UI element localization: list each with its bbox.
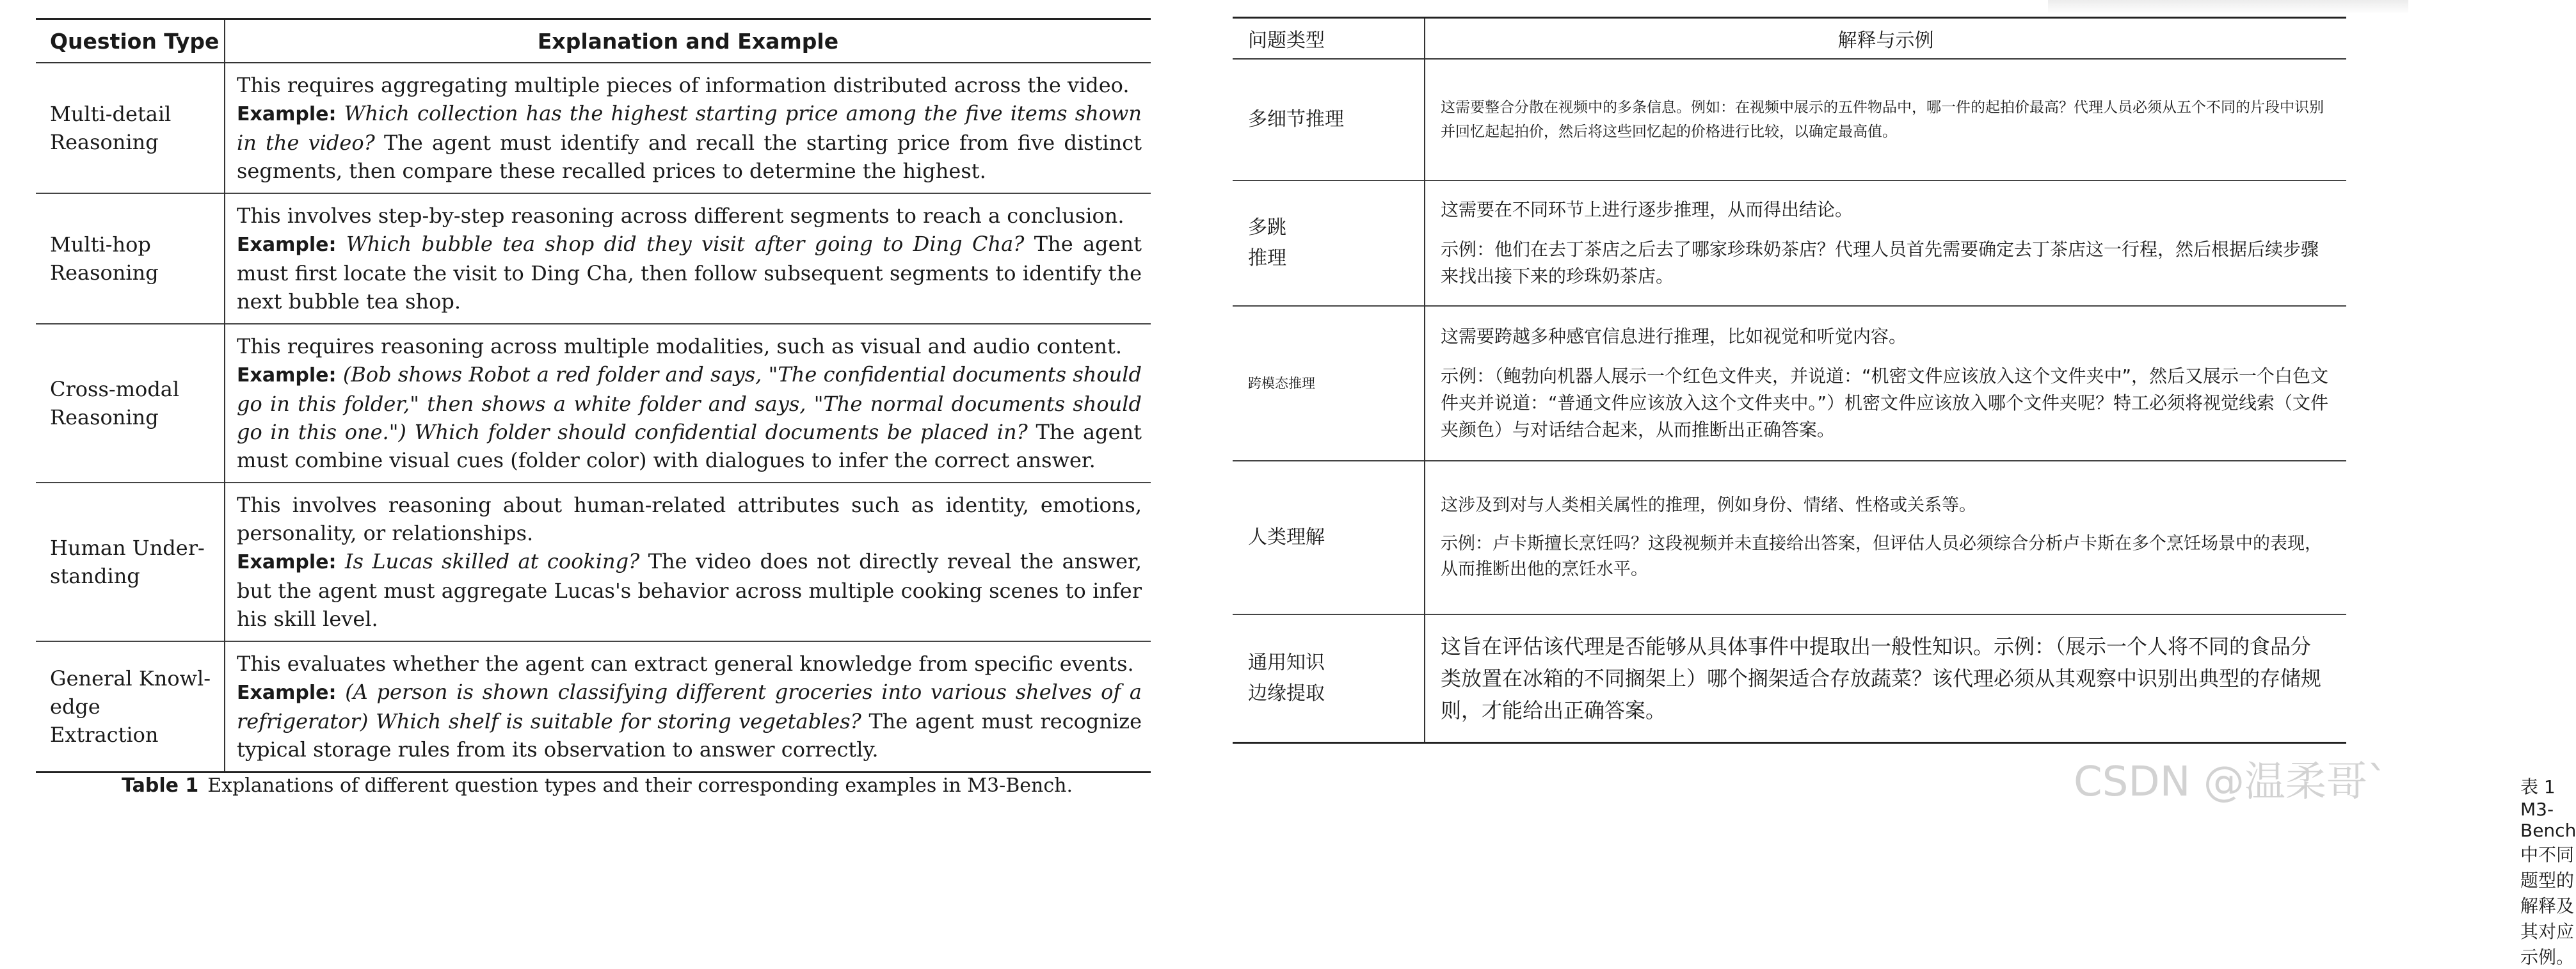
type-cell: Human Under- standing bbox=[36, 483, 225, 641]
english-question-type-table bbox=[36, 18, 1151, 773]
table-row-human-understanding bbox=[1233, 461, 2346, 614]
type-cell: General Knowl- edge Extraction bbox=[36, 641, 225, 773]
type-cell: 跨模态推理 bbox=[1233, 306, 1425, 461]
table-row-human-understanding bbox=[36, 483, 1151, 641]
table-row-multi-hop bbox=[36, 193, 1151, 324]
description-text: This involves reasoning about human-related attributes such as identity, emotions, personality, or relationships. bbox=[237, 493, 1142, 545]
example-question: (Bob shows Robot a red folder and says, "The confidential documents should go in this folder," then shows a white folder and says, "The normal documents should go in this one.") Which folder should confidential documents be placed in? bbox=[237, 362, 1142, 444]
description-text: 这涉及到对与人类相关属性的推理，例如身份、情绪、性格或关系等。 bbox=[1441, 495, 1976, 515]
example-explanation: The agent must combine visual cues (folder color) with dialogues to infer the correct answer. bbox=[237, 420, 1142, 472]
type-cell: 多细节推理 bbox=[1233, 59, 1425, 180]
table-row-cross-modal bbox=[1233, 306, 2346, 461]
explanation-cell bbox=[225, 193, 1151, 324]
description-text: 这需要在不同环节上进行逐步推理，从而得出结论。 bbox=[1441, 199, 1853, 220]
type-cell: Multi-detail Reasoning bbox=[36, 63, 225, 193]
example-explanation: The agent must recognize typical storage rules from its observation to answer correctly. bbox=[237, 709, 1142, 762]
table-row-multi-detail bbox=[36, 63, 1151, 193]
example-label: Example: bbox=[237, 682, 337, 704]
description-text: This evaluates whether the agent can extract general knowledge from specific events. bbox=[237, 652, 1134, 676]
example-explanation: The agent must identify and recall the starting price from five distinct segments, then compare these recalled prices to determine the highest. bbox=[237, 131, 1142, 183]
table-row-multi-hop bbox=[1233, 180, 2346, 306]
english-table-panel bbox=[0, 0, 1203, 818]
header-explanation: 解释与示例 bbox=[1425, 18, 2346, 60]
description-text: This requires aggregating multiple pieces of information distributed across the video. bbox=[237, 73, 1130, 97]
table-row-cross-modal bbox=[36, 324, 1151, 483]
explanation-cell bbox=[1425, 59, 2346, 180]
caption-label: Table 1 bbox=[122, 774, 199, 797]
type-cell: 通用知识 边缘提取 bbox=[1233, 614, 1425, 742]
explanation-cell bbox=[1425, 614, 2346, 742]
table-caption bbox=[122, 774, 1073, 797]
example-label: Example: bbox=[237, 551, 337, 573]
description-text: 这需要跨越多种感官信息进行推理，比如视觉和听觉内容。 bbox=[1441, 326, 1907, 347]
type-cell: 人类理解 bbox=[1233, 461, 1425, 614]
type-cell: Cross-modal Reasoning bbox=[36, 324, 225, 483]
table-header-row bbox=[36, 19, 1151, 63]
table-header-row bbox=[1233, 18, 2346, 60]
example-label: Example: bbox=[237, 364, 337, 387]
explanation-cell bbox=[225, 641, 1151, 773]
example-text: 示例：他们在去丁茶店之后去了哪家珍珠奶茶店？代理人员首先需要确定去丁茶店这一行程，然后根据后续步骤来找出接下来的珍珠奶茶店。 bbox=[1441, 239, 2319, 287]
example-question: (A person is shown classifying different groceries into various shelves of a refrigerator) Which shelf is suitable for storing vegetables? bbox=[237, 680, 1142, 733]
example-explanation: The video does not directly reveal the answer, but the agent must aggregate Lucas's behavior across multiple cooking scenes to infer his skill level. bbox=[237, 549, 1142, 631]
chinese-question-type-table bbox=[1233, 17, 2346, 744]
explanation-cell bbox=[225, 324, 1151, 483]
explanation-cell bbox=[225, 63, 1151, 193]
table-row-multi-detail bbox=[1233, 59, 2346, 180]
table-row-general-knowledge bbox=[36, 641, 1151, 773]
example-text: 示例：卢卡斯擅长烹饪吗？这段视频并未直接给出答案，但评估人员必须综合分析卢卡斯在多个烹饪场景中的表现，从而推断出他的烹饪水平。 bbox=[1441, 534, 2322, 579]
table-caption: 表 1 M3-Bench 中不同题型的解释及其对应示例。 bbox=[2520, 776, 2576, 968]
description-text: This requires reasoning across multiple modalities, such as visual and audio content. bbox=[237, 334, 1123, 358]
csdn-watermark: CSDN @温柔哥` bbox=[2074, 758, 2388, 806]
header-question-type: Question Type bbox=[36, 19, 225, 63]
explanation-cell bbox=[1425, 306, 2346, 461]
example-question: Is Lucas skilled at cooking? bbox=[344, 549, 640, 573]
caption-text: Explanations of different question types and their corresponding examples in M3-Bench. bbox=[207, 774, 1073, 797]
example-explanation: The agent must first locate the visit to Ding Cha, then follow subsequent segments to identify the next bubble tea shop. bbox=[237, 232, 1142, 314]
example-text: 示例：（鲍勃向机器人展示一个红色文件夹，并说道：“机密文件应该放入这个文件夹中”，然后又展示一个白色文件夹并说道：“普通文件应该放入这个文件夹中。”）机密文件应该放入哪个文件夹呢？特工必须将视觉线索（文件夹颜色）与对话结合起来，从而推断出正确答案。 bbox=[1441, 365, 2329, 440]
example-label: Example: bbox=[237, 234, 337, 256]
table-row-general-knowledge bbox=[1233, 614, 2346, 742]
explanation-cell bbox=[1425, 461, 2346, 614]
description-text: 这旨在评估该代理是否能够从具体事件中提取出一般性知识。示例：（展示一个人将不同的食品分类放置在冰箱的不同搁架上）哪个搁架适合存放蔬菜？该代理必须从其观察中识别出典型的存储规则，才能给出正确答案。 bbox=[1441, 634, 2322, 723]
header-explanation: Explanation and Example bbox=[225, 19, 1151, 63]
chinese-table-panel bbox=[1203, 0, 2576, 968]
type-cell: 多跳 推理 bbox=[1233, 180, 1425, 306]
explanation-cell bbox=[1425, 180, 2346, 306]
description-text: 这需要整合分散在视频中的多条信息。例如：在视频中展示的五件物品中，哪一件的起拍价最高？代理人员必须从五个不同的片段中识别并回忆起起拍价，然后将这些回忆起的价格进行比较，以确定最高值。 bbox=[1441, 99, 2324, 140]
type-cell: Multi-hop Reasoning bbox=[36, 193, 225, 324]
explanation-cell bbox=[225, 483, 1151, 641]
header-question-type: 问题类型 bbox=[1233, 18, 1425, 60]
example-question: Which collection has the highest starting price among the five items shown in the video? bbox=[237, 101, 1142, 155]
example-question: Which bubble tea shop did they visit after going to Ding Cha? bbox=[346, 232, 1025, 256]
description-text: This involves step-by-step reasoning across different segments to reach a conclusion. bbox=[237, 204, 1124, 228]
example-label: Example: bbox=[237, 103, 337, 125]
